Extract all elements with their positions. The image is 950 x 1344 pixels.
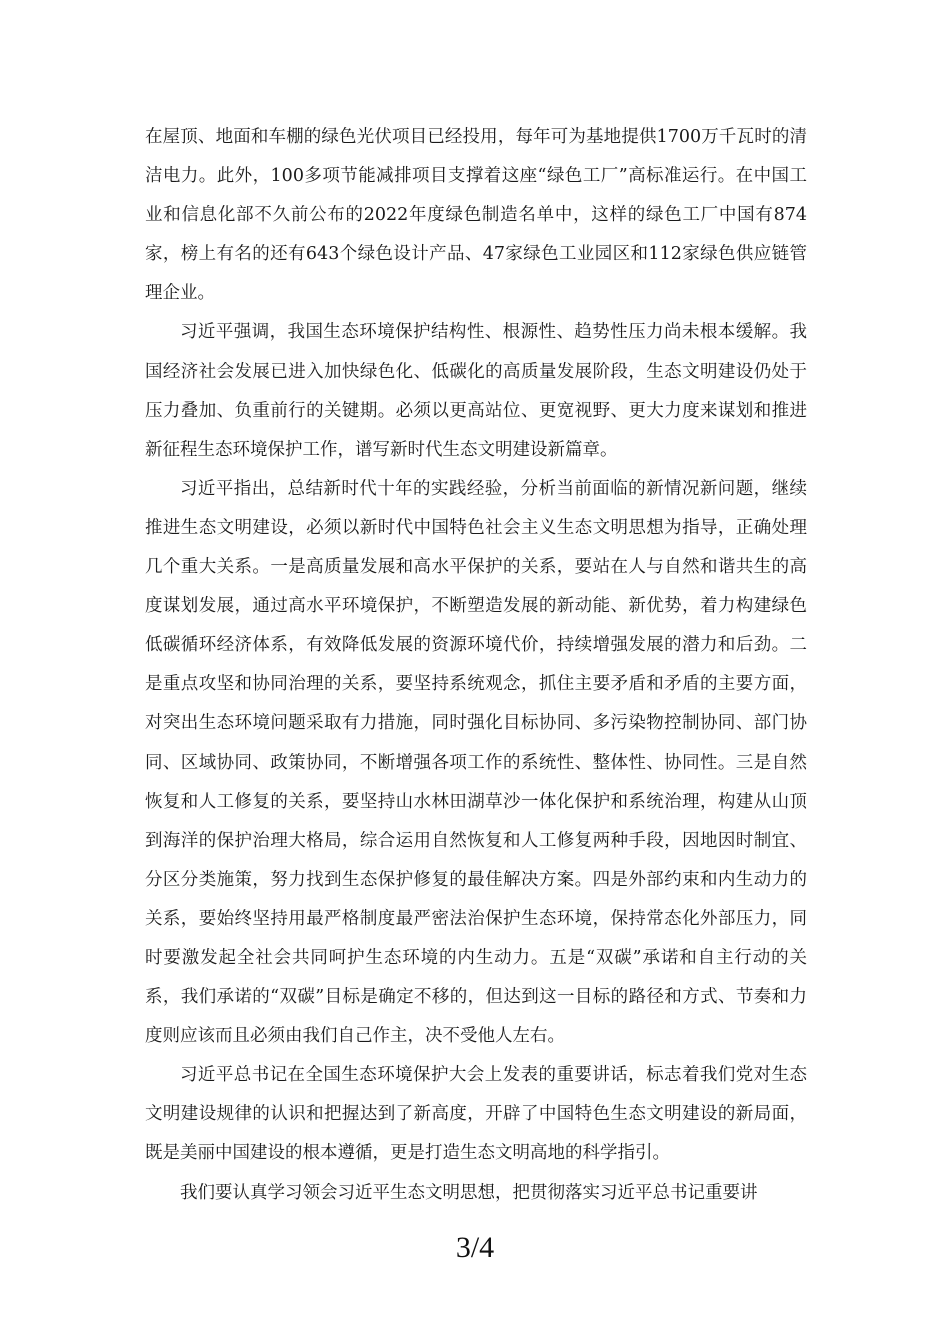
paragraph-5: 我们要认真学习领会习近平生态文明思想，把贯彻落实习近平总书记重要讲 [180, 1182, 758, 1203]
paragraph-1: 在屋顶、地面和车棚的绿色光伏项目已经投用，每年可为基地提供1700万千瓦时的清洁电力。此外，100多项节能减排项目支撑着这座“绿色工厂”高标准运行。在中国工业和信息化部不久前公布的2022年度绿色制造名单中，这样的绿色工厂中国有874家，榜上有名的还有643个绿色设计产品、47家绿色工业园区和112家绿色供应链管理企业。 [145, 127, 807, 304]
paragraph-2: 习近平强调，我国生态环境保护结构性、根源性、趋势性压力尚未根本缓解。我国经济社会发展已进入加快绿色化、低碳化的高质量发展阶段，生态文明建设仍处于压力叠加、负重前行的关键期。必须以更高站位、更宽视野、更大力度来谋划和推进新征程生态环境保护工作，谱写新时代生态文明建设新篇章。 [145, 322, 807, 460]
paragraph-3: 习近平指出，总结新时代十年的实践经验，分析当前面临的新情况新问题，继续推进生态文明建设，必须以新时代中国特色社会主义生态文明思想为指导，正确处理几个重大关系。一是高质量发展和高水平保护的关系，要站在人与自然和谐共生的高度谋划发展，通过高水平环境保护，不断塑造发展的新动能、新优势，着力构建绿色低碳循环经济体系，有效降低发展的资源环境代价，持续增强发展的潜力和后劲。二是重点攻坚和协同治理的关系，要坚持系统观念，抓住主要矛盾和矛盾的主要方面，对突出生态环境问题采取有力措施，同时强化目标协同、多污染物控制协同、部门协同、区域协同、政策协同，不断增强各项工作的系统性、整体性、协同性。三是自然恢复和人工修复的关系，要坚持山水林田湖草沙一体化保护和系统治理，构建从山顶到海洋的保护治理大格局，综合运用自然恢复和人工修复两种手段，因地因时制宜、分区分类施策，努力找到生态保护修复的最佳解决方案。四是外部约束和内生动力的关系，要始终坚持用最严格制度最严密法治保护生态环境，保持常态化外部压力，同时要激发起全社会共同呵护生态环境的内生动力。五是“双碳”承诺和自主行动的关系，我们承诺的“双碳”目标是确定不移的，但达到这一目标的路径和方式、节奏和力度则应该而且必须由我们自己作主，决不受他人左右。 [145, 478, 807, 1047]
paragraph-4: 习近平总书记在全国生态环境保护大会上发表的重要讲话，标志着我们党对生态文明建设规律的认识和把握达到了新高度，开辟了中国特色生态文明建设的新局面，既是美丽中国建设的根本遵循，更是打造生态文明高地的科学指引。 [145, 1065, 807, 1164]
document-body [145, 118, 807, 1213]
page-number: 3/4 [455, 1231, 495, 1264]
